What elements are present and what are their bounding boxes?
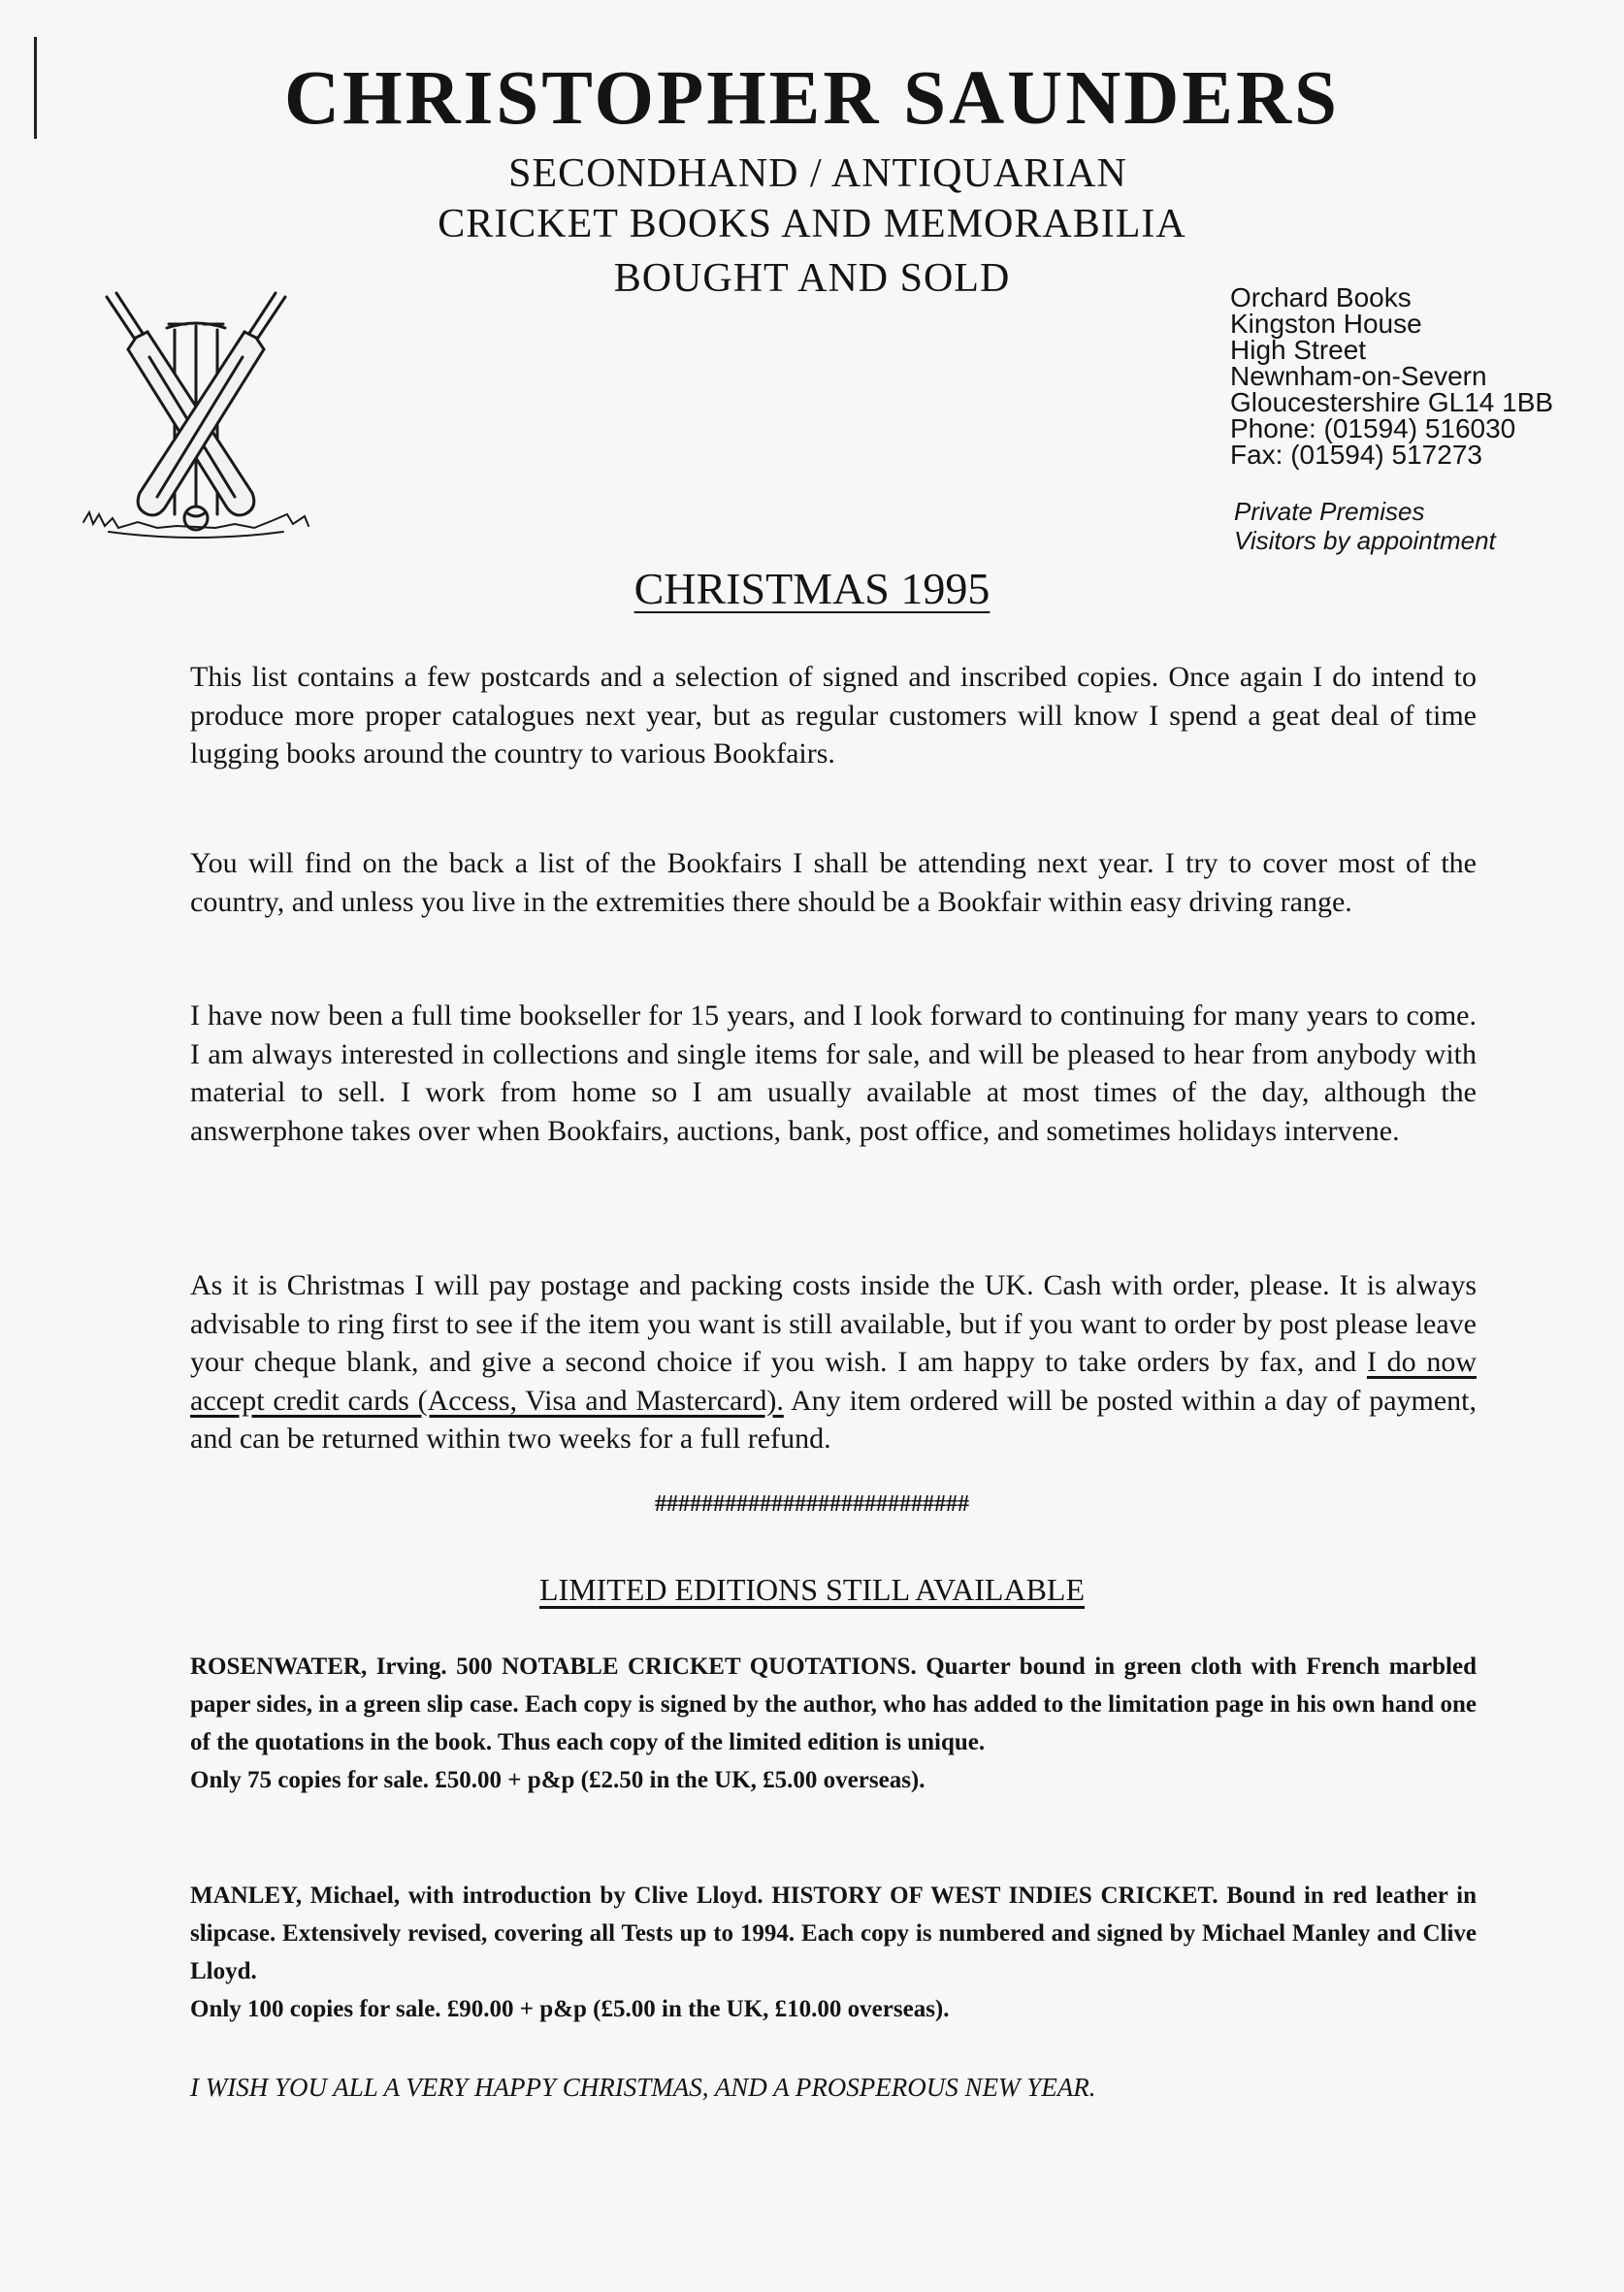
paragraph-bookfairs: You will find on the back a list of the Bookfairs I shall be attending next year. I try to cover most of the country, and unless you live in the extremities there should be a Bookfair within easy driving range. xyxy=(190,847,1477,918)
premises-note xyxy=(1234,497,1583,555)
tagline-secondhand: SECONDHAND / ANTIQUARIAN xyxy=(508,151,1127,196)
phone-number: Phone: (01594) 516030 xyxy=(1230,413,1516,443)
credit-cards-note: I do now accept credit cards (Access, Visa and Mastercard). xyxy=(190,1346,1478,1417)
address-line: Newnham-on-Severn xyxy=(1230,361,1487,391)
book-price: Only 75 copies for sale. £50.00 + p&p (£2.50 in the UK, £5.00 overseas). xyxy=(190,1767,926,1793)
book-entry-manley xyxy=(190,1877,1477,2028)
book-price: Only 100 copies for sale. £90.00 + p&p (£5.00 in the UK, £10.00 overseas). xyxy=(190,1996,950,2022)
ordering-text: As it is Christmas I will pay postage and packing costs inside the UK. Cash with order, please. It is always advisable to ring first to see if the item you want is still available, but if you want to order by post please leave your cheque blank, and give a second choice if you wish. I am happy to take orders by fax, and xyxy=(190,1269,1477,1378)
paragraph-intro: This list contains a few postcards and a selection of signed and inscribed copies. Once again I do intend to produce more proper catalogues next year, but as regular customers will know I spend a geat deal of time lugging books around the country to various Bookfairs. xyxy=(190,661,1477,769)
crossed-cricket-bats-and-wicket-icon xyxy=(80,289,312,541)
paragraph-bookseller: I have now been a full time bookseller for 15 years, and I look forward to continuing for many years to come. I am always interested in collections and single items for sale, and will be pleased to hear from anybody with material to sell. I work from home so I am usually available at most times of the day, although the answerphone takes over when Bookfairs, auctions, bank, post office, and sometimes holidays intervene. xyxy=(190,999,1477,1147)
paragraph-ordering xyxy=(190,1266,1477,1458)
fax-number: Fax: (01594) 517273 xyxy=(1230,440,1482,470)
limited-editions-heading: LIMITED EDITIONS STILL AVAILABLE xyxy=(538,1572,1085,1607)
address-block xyxy=(1230,284,1579,468)
address-line: Gloucestershire GL14 1BB xyxy=(1230,387,1554,417)
visitors-by-appointment: Visitors by appointment xyxy=(1234,526,1496,555)
business-name: CHRISTOPHER SAUNDERS xyxy=(284,56,1340,141)
book-description: ROSENWATER, Irving. 500 NOTABLE CRICKET QUOTATIONS. Quarter bound in green cloth with French marbled paper sides, in a green slip case. Each copy is signed by the author, who has added to the limitation page in his own hand one of the quotations in the book. Thus each copy of the limited edition is unique. xyxy=(190,1654,1477,1755)
section-divider: ########################### xyxy=(655,1491,969,1517)
tagline-bought-sold: BOUGHT AND SOLD xyxy=(613,256,1011,301)
address-line: High Street xyxy=(1230,335,1367,365)
ordering-text-end: Any item ordered will be posted within a day of payment, and can be returned within two weeks for a full refund. xyxy=(190,1384,1477,1455)
book-entry-rosenwater xyxy=(190,1648,1477,1799)
address-line: Orchard Books xyxy=(1230,282,1412,312)
page-title: CHRISTMAS 1995 xyxy=(633,564,991,613)
tagline-cricket-books: CRICKET BOOKS AND MEMORABILIA xyxy=(438,202,1186,246)
private-premises: Private Premises xyxy=(1234,497,1425,526)
address-line: Kingston House xyxy=(1230,309,1422,339)
closing-greeting: I WISH YOU ALL A VERY HAPPY CHRISTMAS, AND A PROSPEROUS NEW YEAR. xyxy=(190,2073,1096,2102)
book-description: MANLEY, Michael, with introduction by Clive Lloyd. HISTORY OF WEST INDIES CRICKET. Bound in red leather in slipcase. Extensively revised, covering all Tests up to 1994. Each copy is numbered and signed by Michael Manley and Clive Lloyd. xyxy=(190,1883,1477,1984)
